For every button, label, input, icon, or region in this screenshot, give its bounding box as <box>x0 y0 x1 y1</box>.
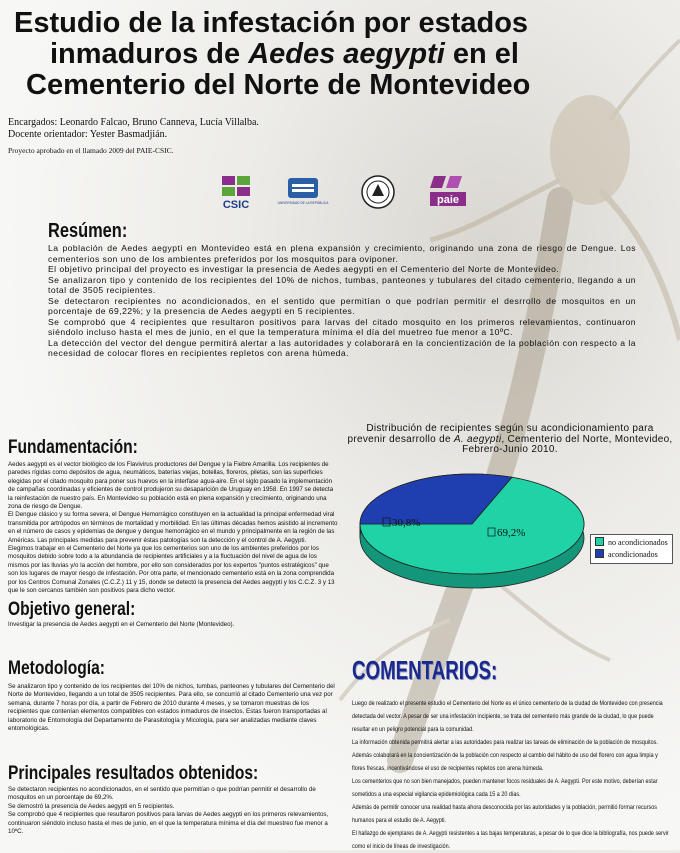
resumen-heading: Resúmen: <box>48 220 128 242</box>
title-line-2-text: inmaduros de <box>50 38 249 70</box>
comentarios-paragraph: Los cementerios que no son bien manejados, pueden mantener focos residuales de A. Aegypti. Por este motivo, deberían estar sometidos a una especial vigilancia epidemiológica cada 15 a 20 días. <box>352 778 658 798</box>
legend-label: acondicionados <box>608 550 658 559</box>
chart-title-species: A. aegypti <box>453 433 502 445</box>
udelar-logo-text: UNIVERSIDAD DE LA REPÚBLICA <box>277 201 329 205</box>
udelar-logo <box>277 176 329 215</box>
fundamentacion-heading: Fundamentación: <box>8 437 138 458</box>
resultados-paragraph: Se demostró la presencia de Aedes aegypti en 5 recipientes. <box>8 802 175 810</box>
comentarios-heading: COMENTARIOS: <box>352 655 498 685</box>
title-line-3: Cementerio del Norte de Montevideo <box>26 69 531 101</box>
metodologia-body: Se analizaron tipo y contenido de los recipientes del 10% de nichos, tumbas, panteones y tubulares del Cementerio del Norte de Montevideo, llegando a un total de 3505 recipientes. Para ello, se concurrió al citado Cementerio una vez por semana, durante 7 horas por día, a partir de Febrero de 2010 durante 4 meses, y se tomaron muestras de los recipientes que contenían elementos compatibles con estados inmaduros de insectos. Estas fueron transportadas al laboratorio de Entomología del Departamento de Parasitología y Micología, para ser analizadas mediante claves entomológicas. <box>8 683 335 733</box>
title-species: Aedes aegypti <box>248 38 445 70</box>
project-note: Proyecto aprobado en el llamado 2009 del PAIE-CSIC. <box>8 146 174 155</box>
comentarios-paragraph: El hallazgo de ejemplares de A. Aegypti resistentes a las bajas temperaturas, a pesar de lo que dice la bibliografía, nos puede servir como el inicio de líneas de investigación. <box>352 830 669 850</box>
pie-chart <box>352 466 592 606</box>
comentarios-body <box>352 697 670 853</box>
comentarios-paragraph: La información obtenida permitirá alertar a las autoridades para realizar las tareas de eliminación de la población de mosquitos. Además colaborará en la concientización de la población con respecto al cambio del hábito de uso del florero con agua limpia y flores frescas, incentivándose el uso de recipientes repletos con arena húmeda. <box>352 739 658 772</box>
resultados-paragraph: Se comprobó que 4 recipientes que resultaron positivos para larvas de Aedes aegypti en los primeros relevamientos, continuaron siéndolo incluso hasta el mes de junio, en el que la temperatura mínima el día del muestreo fue menor a 10ºC. <box>8 811 329 836</box>
metodologia-heading: Metodología: <box>8 658 105 679</box>
title-line-1: Estudio de la infestación por estados <box>14 7 529 39</box>
resumen-paragraph: Se comprobó que 4 recipientes que resultaron positivos para larvas del citado mosquito en los primeros relevamientos, continuaron siéndolo incluso hasta el mes de junio, en el que la temperatura mínima el día del muetreo fue menor a 10ºC. <box>48 316 636 337</box>
fundamentacion-paragraph: Aedes aegypti es el vector biológico de los Flavivirus productores del Dengue y la Fiebre Amarilla. Los recipientes de paredes rígidas como depósitos de agua, neumáticos, baterías viejas, botellas, floreros, piletas, son las superficies elegidas por el citado mosquito para poner sus huevos en la interfase agua-aire. En el siglo pasado la implementación de campañas coordinadas y eficientes de control produjeron su desaparición de Uruguay en 1958. En 1997 se detecta la reinfestación de nuestro país. En Montevideo su población está en plena expansión y crecimiento, originando una zona de riesgo de Dengue. <box>8 461 334 511</box>
advisor-line: Docente orientador: Yester Basmadjián. <box>8 129 168 140</box>
legend-item-acondicionados <box>595 549 668 561</box>
comentarios-paragraph: Luego de realizado el presente estudio el Cementerio del Norte es el único cementerio de la ciudad de Montevideo con presencia detectada del vector. A pesar de ser una infestación incipiente, se trata del cementerio más grande de la ciudad, lo que puede resultar en un peligro potencial para la comunidad. <box>352 700 663 733</box>
resumen-paragraph: Se detectaron recipientes no acondicionados, en el sentido que permitían o que podrían permitir el desrrollo de mosquitos en un porcentaje de 69,22%; y la presencia de Aedes aegypti en 5 recipientes. <box>48 295 636 316</box>
title-line-2-end: en el <box>444 38 519 70</box>
fundamentacion-paragraph: Elegimos trabajar en el Cementerio del Norte ya que los cementerios son uno de los ambientes preferidos por los mosquitos debido sobre todo a la abundancia de recipientes artificiales y a la fluctuación del nivel de agua de los mismos por las lluvias y/o la acción del hombre, por ello son considerados por los expertos "puntos estratégicos" que son los lugares de mayor riesgo de infestación. Por otra parte, el mencionado cementerio está en la zona comprendida por los Centros Comunal Zonales (C.C.Z.) 11 y 15, donde se detectó la presencia del Aedes aegypti y los C.C.Z. 3 y 13 que le son cercanos también son positivos para dicho vector. <box>8 545 335 595</box>
authors-line: Encargados: Leonardo Falcao, Bruno Canneva, Lucía Villalba. <box>8 117 259 128</box>
poster-title <box>14 8 674 101</box>
resultados-body <box>8 786 338 836</box>
resumen-paragraph: La detección del vector del dengue permitirá alertar a las autoridades y colaborará en la concientización de la población con respecto a la necesidad de colocar flores en recipientes repletos con arena húmeda. <box>48 337 636 358</box>
legend-label: no acondicionados <box>608 538 668 547</box>
paie-logo-text: paie <box>436 194 460 206</box>
csic-logo <box>218 174 254 215</box>
legend-item-no-acondicionados <box>595 537 668 549</box>
resumen-paragraph: El objetivo principal del proyecto es investigar la presencia de Aedes aegypti en el Cementerio del Norte de Montevideo. <box>48 264 560 274</box>
csic-logo-text: CSIC <box>222 199 250 211</box>
chart-title-text: Distribución de recipientes según su acondicionamiento para prevenir desarrollo de <box>347 423 654 445</box>
chart-legend <box>590 534 673 564</box>
paie-logo <box>428 174 468 217</box>
legend-swatch <box>595 537 604 546</box>
resumen-body <box>48 243 636 359</box>
authors-block <box>8 117 259 141</box>
chart-title-end: , Cementerio del Norte, Montevideo, Febrero-Junio 2010. <box>462 433 673 455</box>
resultados-heading: Principales resultados obtenidos: <box>8 763 259 784</box>
resumen-paragraph: Se analizaron tipo y contenido de los recipientes del 10% de nichos, tumbas, panteones y tubulares del citado cementerio, llegando a un total de 3505 recipientes. <box>48 274 636 295</box>
svg-text:30,8%: 30,8% <box>392 517 421 529</box>
resumen-paragraph: La población de Aedes aegypti en Montevideo está en plena expansión y crecimiento, originando una zona de riesgo de Dengue. Los cementerios son uno de los ambientes preferidos por los mosquitos para oviponer. <box>48 243 636 264</box>
svg-text:69,2%: 69,2% <box>497 527 526 539</box>
comentarios-paragraph: Además de permitir conocer una realidad hasta ahora desconocida por las autoridades y la población, permitió formar recursos humanos para el estudio de A. Aegypti. <box>352 804 657 824</box>
legend-swatch <box>595 549 604 558</box>
fundamentacion-body <box>8 461 338 596</box>
faculty-seal-logo <box>360 174 396 215</box>
objetivo-heading: Objetivo general: <box>8 599 136 620</box>
resultados-paragraph: Se detectaron recipientes no acondicionados, en el sentido que permitían o que podrían permitir el desarrollo de mosquitos en un porcentaje de 69,2%. <box>8 786 316 802</box>
objetivo-body: Investigar la presencia de Aedes aegypti en el Cementerio del Norte (Montevideo). <box>8 621 235 628</box>
title-line-2 <box>14 39 674 70</box>
chart-title <box>346 424 674 456</box>
fundamentacion-paragraph: El Dengue clásico y su forma severa, el Dengue Hemorrágico constituyen en la actualidad la principal enfermedad viral transmitida por artrópodos en términos de mortalidad y morbilidad. En las últimas décadas hemos asistido al incremento en el número de casos y epidemias de dengue y dengue hemorrágico en el mundo y principalmente en la región de las Américas. Las principales medidas para prevenir éstas patologías son la detección y el control de A. Aegypti. <box>8 511 338 544</box>
